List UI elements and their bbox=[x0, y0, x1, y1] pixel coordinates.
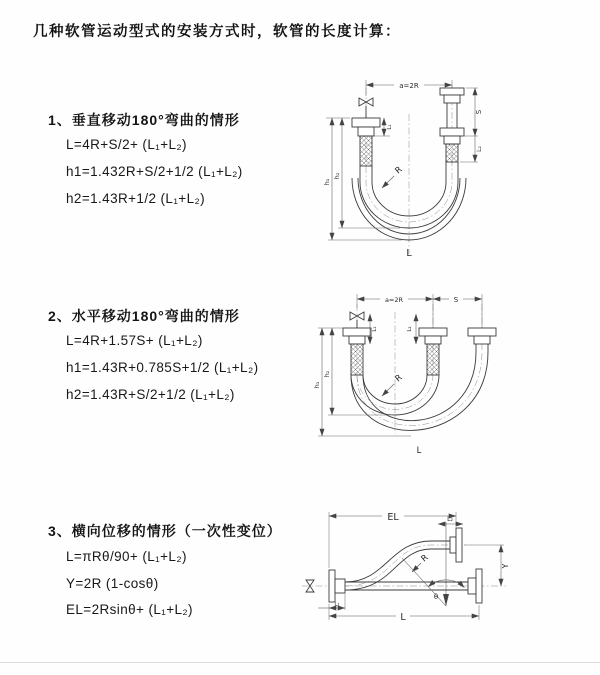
d2-l1-dim-label: L₁ bbox=[372, 326, 378, 332]
d2-radius-label: R bbox=[393, 372, 405, 385]
d2-length-label: L bbox=[416, 446, 422, 456]
d3-dim-l2 bbox=[438, 516, 463, 524]
d1-left-riser bbox=[352, 98, 380, 166]
d2-h1-dim-label: h₁ bbox=[313, 381, 321, 389]
valve-icon bbox=[359, 98, 366, 106]
section-2-formula-h2: h2=1.43R+S/2+1/2 (L₁+L₂) bbox=[66, 387, 235, 402]
d1-dim-right bbox=[460, 88, 483, 162]
d2-h2-dim-label: h₂ bbox=[323, 370, 331, 378]
diagram-horizontal-180-bend bbox=[306, 284, 590, 462]
section-1-formula-h1: h1=1.432R+S/2+1/2 (L₁+L₂) bbox=[66, 164, 243, 179]
section-2-formula-h1: h1=1.43R+0.785S+1/2 (L₁+L₂) bbox=[66, 360, 259, 375]
d1-l2-dim-label: L₂ bbox=[476, 146, 483, 152]
valve-icon bbox=[357, 312, 364, 320]
d3-hose-displaced-position bbox=[345, 528, 462, 590]
d3-angle-detail bbox=[402, 553, 464, 606]
braided-hose-section bbox=[427, 344, 439, 375]
d1-radius-label: R bbox=[393, 164, 405, 177]
d2-l2-dim-label: L₂ bbox=[407, 326, 413, 332]
d1-h1-dim-label: h₁ bbox=[323, 178, 331, 186]
section-1-heading: 1、垂直移动180°弯曲的情形 bbox=[48, 112, 240, 128]
d3-el-dim-label: EL bbox=[387, 512, 399, 523]
d3-dim-l bbox=[329, 601, 479, 623]
d2-dim-top bbox=[357, 294, 482, 328]
braided-hose-section bbox=[360, 136, 372, 166]
page-bottom-divider bbox=[0, 662, 600, 663]
braided-hose-section bbox=[351, 344, 363, 375]
diagram-lateral-displacement bbox=[298, 498, 594, 650]
d1-centerlines bbox=[366, 85, 452, 254]
d2-dim-ends bbox=[370, 314, 416, 344]
section-2-heading: 2、水平移动180°弯曲的情形 bbox=[48, 308, 240, 324]
section-3-formula-el: EL=2Rsinθ+ (L₁+L₂) bbox=[66, 602, 193, 617]
section-3-heading: 3、横向位移的情形（一次性变位） bbox=[48, 523, 282, 539]
d3-y-dim-label: Y bbox=[501, 563, 510, 569]
section-1-formula-h2: h2=1.43R+1/2 (L₁+L₂) bbox=[66, 191, 206, 206]
section-2-formula-l: L=4R+1.57S+ (L₁+L₂) bbox=[66, 333, 203, 348]
d3-theta-label: θ bbox=[433, 593, 439, 601]
d1-radius-leader bbox=[382, 176, 394, 188]
d1-h2-dim-label: h₂ bbox=[333, 172, 341, 180]
d2-s-dim-label: S bbox=[453, 296, 459, 304]
d1-s-dim-label: S bbox=[475, 109, 483, 115]
valve-icon bbox=[350, 312, 357, 320]
d3-left-flange bbox=[329, 570, 345, 602]
section-3-formula-y: Y=2R (1-cosθ) bbox=[66, 576, 159, 591]
d3-dim-el bbox=[329, 512, 456, 568]
d3-l1-dim-label: L₁ bbox=[334, 601, 340, 608]
page-title: 几种软管运动型式的安装方式时，软管的长度计算： bbox=[33, 24, 401, 40]
d1-top-dim-label: a=2R bbox=[399, 82, 419, 90]
d1-dim-top bbox=[366, 80, 452, 96]
d2-hose-moved-position bbox=[351, 352, 488, 430]
valve-icon bbox=[366, 98, 373, 106]
d3-l2-dim-label: L₂ bbox=[447, 516, 453, 523]
d3-l-dim-label: L bbox=[400, 612, 406, 623]
d1-right-riser bbox=[440, 88, 464, 162]
d2-middle-riser bbox=[419, 328, 447, 375]
d1-l1-dim-label: L₁ bbox=[387, 124, 393, 130]
d2-left-riser bbox=[343, 312, 371, 375]
d1-length-label: L bbox=[406, 248, 412, 259]
d2-top-dim-label: a=2R bbox=[384, 296, 404, 304]
section-3-formula-l: L=πRθ/90+ (L₁+L₂) bbox=[66, 549, 187, 564]
section-1-formula-l: L=4R+S/2+ (L₁+L₂) bbox=[66, 137, 187, 152]
d3-radius-label: R bbox=[419, 552, 431, 565]
braided-hose-section bbox=[446, 144, 458, 162]
diagram-vertical-180-bend bbox=[310, 64, 582, 260]
d2-radius-leader bbox=[382, 384, 394, 396]
